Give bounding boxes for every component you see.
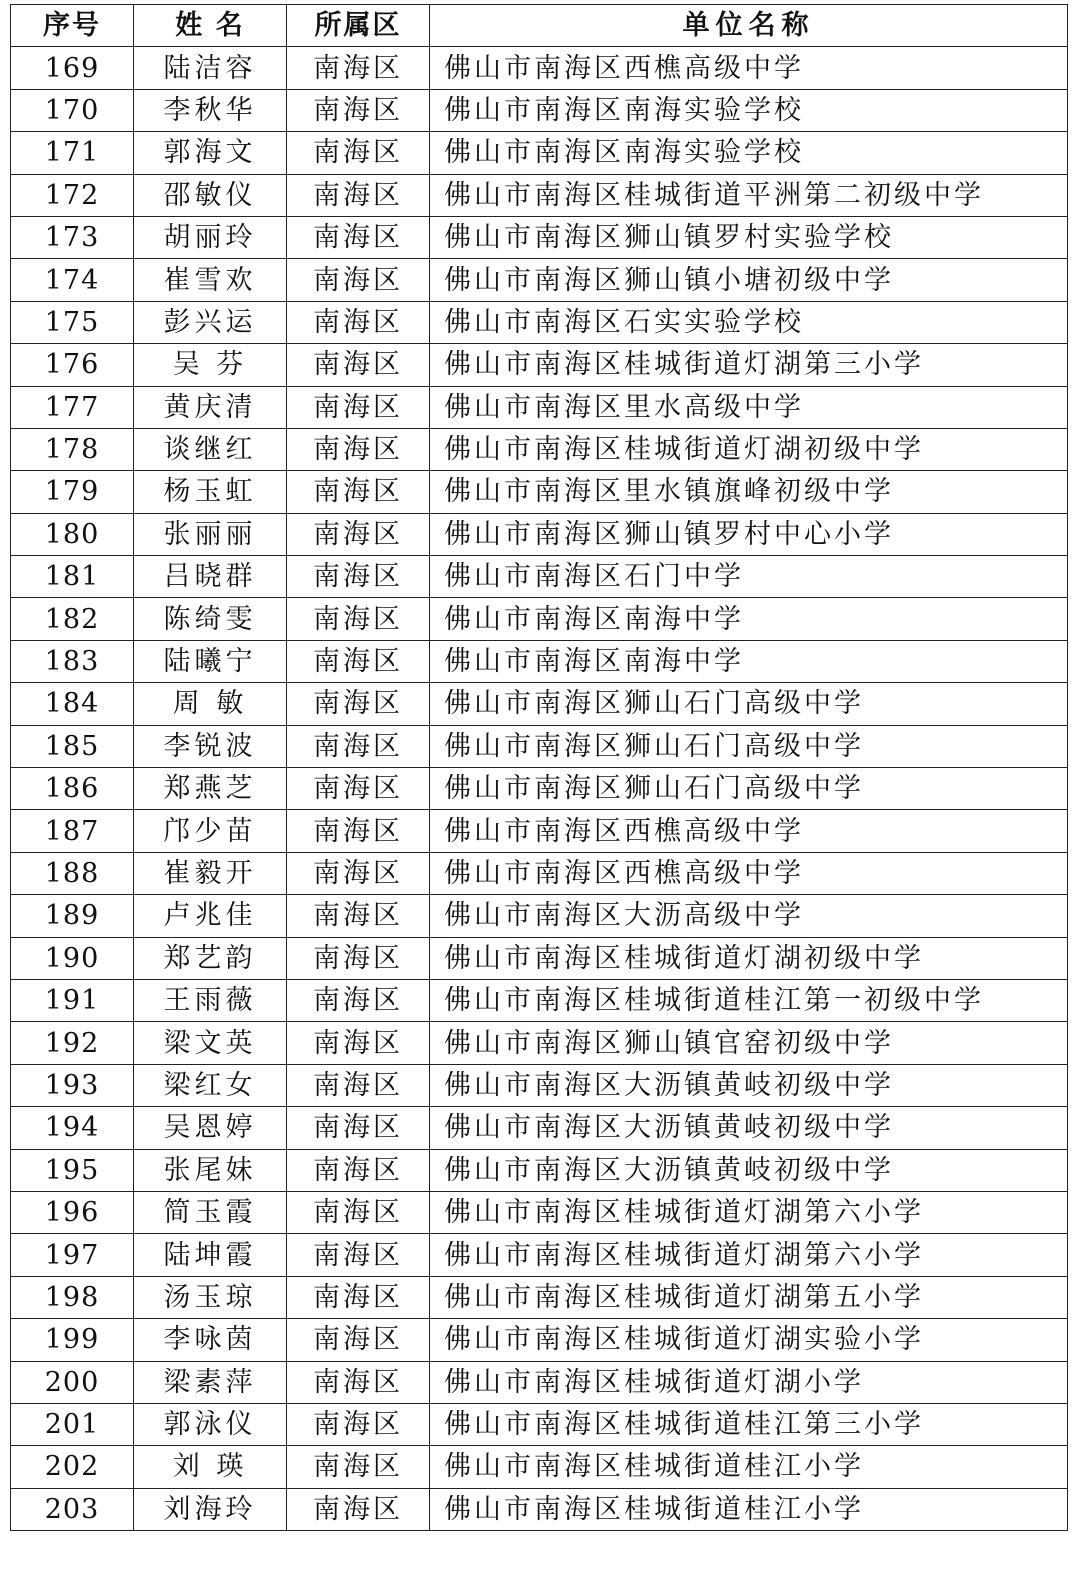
table-row bbox=[11, 89, 1068, 131]
cell-unit-name: 佛山市南海区桂城街道桂江小学 bbox=[430, 1488, 1068, 1530]
cell-unit-name: 佛山市南海区桂城街道灯湖第六小学 bbox=[430, 1191, 1068, 1233]
cell-serial-number: 181 bbox=[11, 556, 134, 598]
cell-name: 崔毅开 bbox=[134, 852, 287, 894]
cell-name: 李咏茵 bbox=[134, 1319, 287, 1361]
cell-district: 南海区 bbox=[287, 725, 430, 767]
cell-name: 梁素萍 bbox=[134, 1361, 287, 1403]
cell-unit-name: 佛山市南海区大沥高级中学 bbox=[430, 895, 1068, 937]
cell-district: 南海区 bbox=[287, 344, 430, 386]
table-row bbox=[11, 216, 1068, 258]
cell-unit-name: 佛山市南海区桂城街道桂江小学 bbox=[430, 1446, 1068, 1488]
cell-unit-name: 佛山市南海区里水镇旗峰初级中学 bbox=[430, 471, 1068, 513]
table-row bbox=[11, 1276, 1068, 1318]
cell-name: 吴恩婷 bbox=[134, 1107, 287, 1149]
table-body bbox=[11, 47, 1068, 1531]
table-row bbox=[11, 1361, 1068, 1403]
cell-serial-number: 202 bbox=[11, 1446, 134, 1488]
header-row bbox=[11, 5, 1068, 47]
cell-serial-number: 180 bbox=[11, 513, 134, 555]
cell-name: 彭兴运 bbox=[134, 301, 287, 343]
table-row bbox=[11, 1234, 1068, 1276]
table-row bbox=[11, 132, 1068, 174]
cell-unit-name: 佛山市南海区狮山镇罗村中心小学 bbox=[430, 513, 1068, 555]
cell-unit-name: 佛山市南海区大沥镇黄岐初级中学 bbox=[430, 1064, 1068, 1106]
cell-serial-number: 203 bbox=[11, 1488, 134, 1530]
cell-unit-name: 佛山市南海区狮山石门高级中学 bbox=[430, 725, 1068, 767]
table-row bbox=[11, 1064, 1068, 1106]
table-row bbox=[11, 1107, 1068, 1149]
table-row bbox=[11, 1191, 1068, 1233]
cell-serial-number: 196 bbox=[11, 1191, 134, 1233]
cell-name: 郭泳仪 bbox=[134, 1403, 287, 1445]
table-row bbox=[11, 1403, 1068, 1445]
cell-district: 南海区 bbox=[287, 1446, 430, 1488]
header-name: 姓 名 bbox=[134, 5, 287, 47]
cell-name: 梁红女 bbox=[134, 1064, 287, 1106]
cell-unit-name: 佛山市南海区大沥镇黄岐初级中学 bbox=[430, 1149, 1068, 1191]
cell-name: 胡丽玲 bbox=[134, 216, 287, 258]
cell-unit-name: 佛山市南海区西樵高级中学 bbox=[430, 47, 1068, 89]
cell-district: 南海区 bbox=[287, 301, 430, 343]
cell-name: 张丽丽 bbox=[134, 513, 287, 555]
table-row bbox=[11, 640, 1068, 682]
roster-table bbox=[10, 4, 1068, 1531]
cell-unit-name: 佛山市南海区石门中学 bbox=[430, 556, 1068, 598]
cell-serial-number: 176 bbox=[11, 344, 134, 386]
table-row bbox=[11, 174, 1068, 216]
cell-serial-number: 194 bbox=[11, 1107, 134, 1149]
cell-unit-name: 佛山市南海区狮山镇小塘初级中学 bbox=[430, 259, 1068, 301]
table-row bbox=[11, 471, 1068, 513]
table-row bbox=[11, 301, 1068, 343]
cell-serial-number: 187 bbox=[11, 810, 134, 852]
cell-unit-name: 佛山市南海区里水高级中学 bbox=[430, 386, 1068, 428]
cell-district: 南海区 bbox=[287, 89, 430, 131]
cell-district: 南海区 bbox=[287, 556, 430, 598]
cell-district: 南海区 bbox=[287, 1064, 430, 1106]
table-row bbox=[11, 979, 1068, 1021]
cell-name: 邵敏仪 bbox=[134, 174, 287, 216]
cell-district: 南海区 bbox=[287, 979, 430, 1021]
cell-district: 南海区 bbox=[287, 1403, 430, 1445]
cell-serial-number: 170 bbox=[11, 89, 134, 131]
cell-district: 南海区 bbox=[287, 937, 430, 979]
cell-name: 郭海文 bbox=[134, 132, 287, 174]
header-district: 所属区 bbox=[287, 5, 430, 47]
cell-serial-number: 193 bbox=[11, 1064, 134, 1106]
cell-unit-name: 佛山市南海区狮山镇官窑初级中学 bbox=[430, 1022, 1068, 1064]
cell-serial-number: 190 bbox=[11, 937, 134, 979]
cell-district: 南海区 bbox=[287, 513, 430, 555]
table-row bbox=[11, 47, 1068, 89]
cell-unit-name: 佛山市南海区西樵高级中学 bbox=[430, 852, 1068, 894]
cell-serial-number: 178 bbox=[11, 428, 134, 470]
cell-name: 崔雪欢 bbox=[134, 259, 287, 301]
table-row bbox=[11, 513, 1068, 555]
cell-name: 刘 瑛 bbox=[134, 1446, 287, 1488]
cell-district: 南海区 bbox=[287, 1276, 430, 1318]
cell-district: 南海区 bbox=[287, 1234, 430, 1276]
cell-name: 黄庆清 bbox=[134, 386, 287, 428]
cell-unit-name: 佛山市南海区南海中学 bbox=[430, 598, 1068, 640]
cell-name: 简玉霞 bbox=[134, 1191, 287, 1233]
cell-name: 陆曦宁 bbox=[134, 640, 287, 682]
cell-serial-number: 182 bbox=[11, 598, 134, 640]
table-row bbox=[11, 895, 1068, 937]
table-row bbox=[11, 1022, 1068, 1064]
cell-unit-name: 佛山市南海区桂城街道灯湖初级中学 bbox=[430, 428, 1068, 470]
table-row bbox=[11, 344, 1068, 386]
cell-serial-number: 201 bbox=[11, 1403, 134, 1445]
cell-unit-name: 佛山市南海区桂城街道灯湖第六小学 bbox=[430, 1234, 1068, 1276]
cell-unit-name: 佛山市南海区狮山石门高级中学 bbox=[430, 683, 1068, 725]
cell-serial-number: 177 bbox=[11, 386, 134, 428]
cell-unit-name: 佛山市南海区桂城街道桂江第一初级中学 bbox=[430, 979, 1068, 1021]
table-row bbox=[11, 1488, 1068, 1530]
cell-name: 刘海玲 bbox=[134, 1488, 287, 1530]
cell-district: 南海区 bbox=[287, 1022, 430, 1064]
cell-name: 李秋华 bbox=[134, 89, 287, 131]
table-row bbox=[11, 768, 1068, 810]
table-row bbox=[11, 937, 1068, 979]
cell-district: 南海区 bbox=[287, 1149, 430, 1191]
cell-district: 南海区 bbox=[287, 768, 430, 810]
cell-name: 邝少苗 bbox=[134, 810, 287, 852]
cell-serial-number: 186 bbox=[11, 768, 134, 810]
cell-serial-number: 191 bbox=[11, 979, 134, 1021]
cell-unit-name: 佛山市南海区桂城街道灯湖实验小学 bbox=[430, 1319, 1068, 1361]
cell-name: 吴 芬 bbox=[134, 344, 287, 386]
cell-district: 南海区 bbox=[287, 1361, 430, 1403]
cell-serial-number: 198 bbox=[11, 1276, 134, 1318]
cell-name: 梁文英 bbox=[134, 1022, 287, 1064]
table-row bbox=[11, 725, 1068, 767]
table-row bbox=[11, 852, 1068, 894]
cell-name: 陆坤霞 bbox=[134, 1234, 287, 1276]
cell-unit-name: 佛山市南海区西樵高级中学 bbox=[430, 810, 1068, 852]
cell-serial-number: 174 bbox=[11, 259, 134, 301]
cell-unit-name: 佛山市南海区桂城街道桂江第三小学 bbox=[430, 1403, 1068, 1445]
table-row bbox=[11, 556, 1068, 598]
header-serial-number: 序号 bbox=[11, 5, 134, 47]
cell-name: 李锐波 bbox=[134, 725, 287, 767]
table-row bbox=[11, 810, 1068, 852]
cell-district: 南海区 bbox=[287, 810, 430, 852]
cell-district: 南海区 bbox=[287, 640, 430, 682]
cell-serial-number: 179 bbox=[11, 471, 134, 513]
cell-unit-name: 佛山市南海区桂城街道灯湖第五小学 bbox=[430, 1276, 1068, 1318]
table-row bbox=[11, 259, 1068, 301]
cell-serial-number: 188 bbox=[11, 852, 134, 894]
cell-unit-name: 佛山市南海区桂城街道灯湖第三小学 bbox=[430, 344, 1068, 386]
cell-district: 南海区 bbox=[287, 1319, 430, 1361]
cell-unit-name: 佛山市南海区南海实验学校 bbox=[430, 89, 1068, 131]
header-unit-name: 单位名称 bbox=[430, 5, 1068, 47]
cell-district: 南海区 bbox=[287, 216, 430, 258]
cell-serial-number: 199 bbox=[11, 1319, 134, 1361]
cell-unit-name: 佛山市南海区狮山石门高级中学 bbox=[430, 768, 1068, 810]
cell-serial-number: 197 bbox=[11, 1234, 134, 1276]
cell-unit-name: 佛山市南海区南海实验学校 bbox=[430, 132, 1068, 174]
cell-name: 卢兆佳 bbox=[134, 895, 287, 937]
cell-serial-number: 185 bbox=[11, 725, 134, 767]
cell-district: 南海区 bbox=[287, 132, 430, 174]
cell-name: 张尾妹 bbox=[134, 1149, 287, 1191]
cell-serial-number: 171 bbox=[11, 132, 134, 174]
cell-district: 南海区 bbox=[287, 174, 430, 216]
cell-district: 南海区 bbox=[287, 428, 430, 470]
cell-serial-number: 169 bbox=[11, 47, 134, 89]
cell-serial-number: 189 bbox=[11, 895, 134, 937]
cell-district: 南海区 bbox=[287, 386, 430, 428]
cell-serial-number: 172 bbox=[11, 174, 134, 216]
cell-unit-name: 佛山市南海区桂城街道平洲第二初级中学 bbox=[430, 174, 1068, 216]
cell-district: 南海区 bbox=[287, 1107, 430, 1149]
cell-unit-name: 佛山市南海区石实实验学校 bbox=[430, 301, 1068, 343]
cell-serial-number: 184 bbox=[11, 683, 134, 725]
cell-district: 南海区 bbox=[287, 1488, 430, 1530]
cell-unit-name: 佛山市南海区狮山镇罗村实验学校 bbox=[430, 216, 1068, 258]
cell-name: 周 敏 bbox=[134, 683, 287, 725]
cell-serial-number: 175 bbox=[11, 301, 134, 343]
cell-district: 南海区 bbox=[287, 598, 430, 640]
cell-district: 南海区 bbox=[287, 1191, 430, 1233]
cell-district: 南海区 bbox=[287, 683, 430, 725]
table-row bbox=[11, 598, 1068, 640]
cell-district: 南海区 bbox=[287, 259, 430, 301]
cell-serial-number: 173 bbox=[11, 216, 134, 258]
cell-serial-number: 195 bbox=[11, 1149, 134, 1191]
cell-district: 南海区 bbox=[287, 852, 430, 894]
cell-name: 陆洁容 bbox=[134, 47, 287, 89]
table-row bbox=[11, 683, 1068, 725]
table-row bbox=[11, 1149, 1068, 1191]
table-row bbox=[11, 386, 1068, 428]
cell-name: 郑艺韵 bbox=[134, 937, 287, 979]
cell-serial-number: 192 bbox=[11, 1022, 134, 1064]
cell-name: 王雨薇 bbox=[134, 979, 287, 1021]
cell-unit-name: 佛山市南海区桂城街道灯湖初级中学 bbox=[430, 937, 1068, 979]
table-row bbox=[11, 1446, 1068, 1488]
cell-name: 杨玉虹 bbox=[134, 471, 287, 513]
cell-unit-name: 佛山市南海区桂城街道灯湖小学 bbox=[430, 1361, 1068, 1403]
cell-district: 南海区 bbox=[287, 895, 430, 937]
cell-district: 南海区 bbox=[287, 471, 430, 513]
cell-serial-number: 200 bbox=[11, 1361, 134, 1403]
cell-name: 吕晓群 bbox=[134, 556, 287, 598]
table-row bbox=[11, 1319, 1068, 1361]
cell-name: 郑燕芝 bbox=[134, 768, 287, 810]
cell-name: 汤玉琼 bbox=[134, 1276, 287, 1318]
cell-unit-name: 佛山市南海区南海中学 bbox=[430, 640, 1068, 682]
cell-district: 南海区 bbox=[287, 47, 430, 89]
cell-name: 陈绮雯 bbox=[134, 598, 287, 640]
cell-unit-name: 佛山市南海区大沥镇黄岐初级中学 bbox=[430, 1107, 1068, 1149]
table-row bbox=[11, 428, 1068, 470]
cell-name: 谈继红 bbox=[134, 428, 287, 470]
cell-serial-number: 183 bbox=[11, 640, 134, 682]
